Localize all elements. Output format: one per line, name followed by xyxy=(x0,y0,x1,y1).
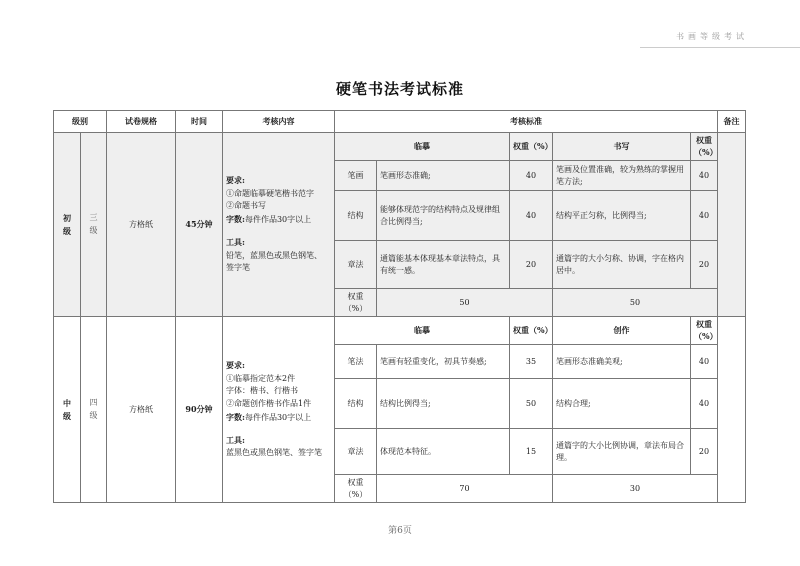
col-header-note: 备注 xyxy=(718,111,746,133)
write-criterion: 通篇字的大小匀称、协调，字在格内居中。 xyxy=(553,241,691,289)
write-weight: 20 xyxy=(691,241,718,289)
note-cell xyxy=(718,133,746,317)
copy-weight: 40 xyxy=(510,161,553,191)
aspect-cell: 笔法 xyxy=(335,345,377,379)
copy-criterion: 通篇能基本体现基本章法特点，具有统一感。 xyxy=(377,241,510,289)
sub-header-weight: 权重（%） xyxy=(691,133,718,161)
requirements-title: 要求: xyxy=(226,174,245,185)
copy-criterion: 结构比例得当; xyxy=(377,379,510,429)
copy-weight: 50 xyxy=(510,379,553,429)
copy-criterion: 能够体现范字的结构特点及规律组合比例得当; xyxy=(377,191,510,241)
tools-line: 签字笔 xyxy=(226,263,250,273)
aspect-cell: 章法 xyxy=(335,429,377,475)
level-char: 级 xyxy=(63,225,71,236)
copy-weight: 15 xyxy=(510,429,553,475)
note-cell xyxy=(718,317,746,503)
copy-criterion: 体现范本特征。 xyxy=(377,429,510,475)
col-header-content: 考核内容 xyxy=(223,111,335,133)
header-rule xyxy=(640,47,800,48)
write-criterion: 结构平正匀称，比例得当; xyxy=(553,191,691,241)
col-header-paper: 试卷规格 xyxy=(107,111,176,133)
weight-summary-copy: 70 xyxy=(377,475,553,503)
col-header-standard: 考核标准 xyxy=(335,111,718,133)
exam-standard-table xyxy=(53,110,746,503)
create-weight: 40 xyxy=(691,345,718,379)
level-char: 初 xyxy=(63,212,71,223)
sub-header-create: 创作 xyxy=(553,317,691,345)
time-cell: 90分钟 xyxy=(176,317,223,503)
sub-header-copy: 临摹 xyxy=(335,133,510,161)
sub-header-write: 书写 xyxy=(553,133,691,161)
copy-criterion: 笔画有轻重变化，初具节奏感; xyxy=(377,345,510,379)
sub-header-weight: 权重（%） xyxy=(510,317,553,345)
grade-char: 级 xyxy=(89,410,98,420)
create-criterion: 笔画形态准确美观; xyxy=(553,345,691,379)
level-cell-primary xyxy=(54,133,81,317)
copy-criterion: 笔画形态准确; xyxy=(377,161,510,191)
page-number: 第6页 xyxy=(388,526,412,536)
create-weight: 40 xyxy=(691,379,718,429)
write-criterion: 笔画及位置准确，较为熟练的掌握用笔方法; xyxy=(553,161,691,191)
time-cell: 45分钟 xyxy=(176,133,223,317)
requirement-line: ②命题书写 xyxy=(226,201,266,211)
weight-summary-label: 权重（%） xyxy=(335,289,377,317)
word-count-label: 字数: xyxy=(226,411,245,422)
write-weight: 40 xyxy=(691,191,718,241)
page-title: 硬笔书法考试标准 xyxy=(335,80,464,98)
tools-title: 工具: xyxy=(226,236,245,247)
word-count-label: 字数: xyxy=(226,214,245,225)
tools-line: 蓝黑色或黑色钢笔、签字笔 xyxy=(226,448,322,458)
weight-summary-copy: 50 xyxy=(377,289,553,317)
sub-header-copy: 临摹 xyxy=(335,317,510,345)
requirement-line: ①临摹指定范本2件 xyxy=(226,373,296,383)
level-char: 中 xyxy=(63,397,71,408)
aspect-cell: 笔画 xyxy=(335,161,377,191)
col-header-time: 时间 xyxy=(176,111,223,133)
level-cell-intermediate xyxy=(54,317,81,503)
word-count-text: 每件作品30字以上 xyxy=(244,215,312,225)
create-weight: 20 xyxy=(691,429,718,475)
copy-weight: 35 xyxy=(510,345,553,379)
grade-char: 三 xyxy=(89,212,98,222)
requirements-cell xyxy=(223,317,335,503)
sub-header-weight: 权重（%） xyxy=(510,133,553,161)
tools-line: 铅笔，蓝黑色或黑色钢笔、 xyxy=(226,250,322,260)
create-criterion: 通篇字的大小比例协调，章法布局合理。 xyxy=(553,429,691,475)
requirements-title: 要求: xyxy=(226,359,245,370)
word-count-text: 每件作品30字以上 xyxy=(244,412,312,422)
grade-char: 级 xyxy=(89,225,98,235)
grade-char: 四 xyxy=(89,397,98,407)
weight-summary-label: 权重（%） xyxy=(335,475,377,503)
weight-summary-create: 30 xyxy=(553,475,718,503)
write-weight: 40 xyxy=(691,161,718,191)
grade-cell-4 xyxy=(81,317,107,503)
aspect-cell: 结构 xyxy=(335,379,377,429)
section-2-subheader xyxy=(54,317,746,345)
running-header: 书画等级考试 xyxy=(676,32,748,41)
table-header-row xyxy=(54,111,746,133)
requirement-line: ②命题创作楷书作品1件 xyxy=(226,399,312,409)
weight-summary-write: 50 xyxy=(553,289,718,317)
col-header-level: 级别 xyxy=(54,111,107,133)
requirement-line: ①命题临摹硬笔楷书范字 xyxy=(226,188,314,198)
paper-cell: 方格纸 xyxy=(107,317,176,503)
requirement-line: 字体：楷书、行楷书 xyxy=(226,386,298,396)
create-criterion: 结构合理; xyxy=(553,379,691,429)
grade-cell-3 xyxy=(81,133,107,317)
aspect-cell: 结构 xyxy=(335,191,377,241)
requirements-cell xyxy=(223,133,335,317)
level-char: 级 xyxy=(63,410,71,421)
section-1-subheader xyxy=(54,133,746,161)
aspect-cell: 章法 xyxy=(335,241,377,289)
tools-title: 工具: xyxy=(226,434,245,445)
sub-header-weight: 权重（%） xyxy=(691,317,718,345)
paper-cell: 方格纸 xyxy=(107,133,176,317)
copy-weight: 20 xyxy=(510,241,553,289)
copy-weight: 40 xyxy=(510,191,553,241)
